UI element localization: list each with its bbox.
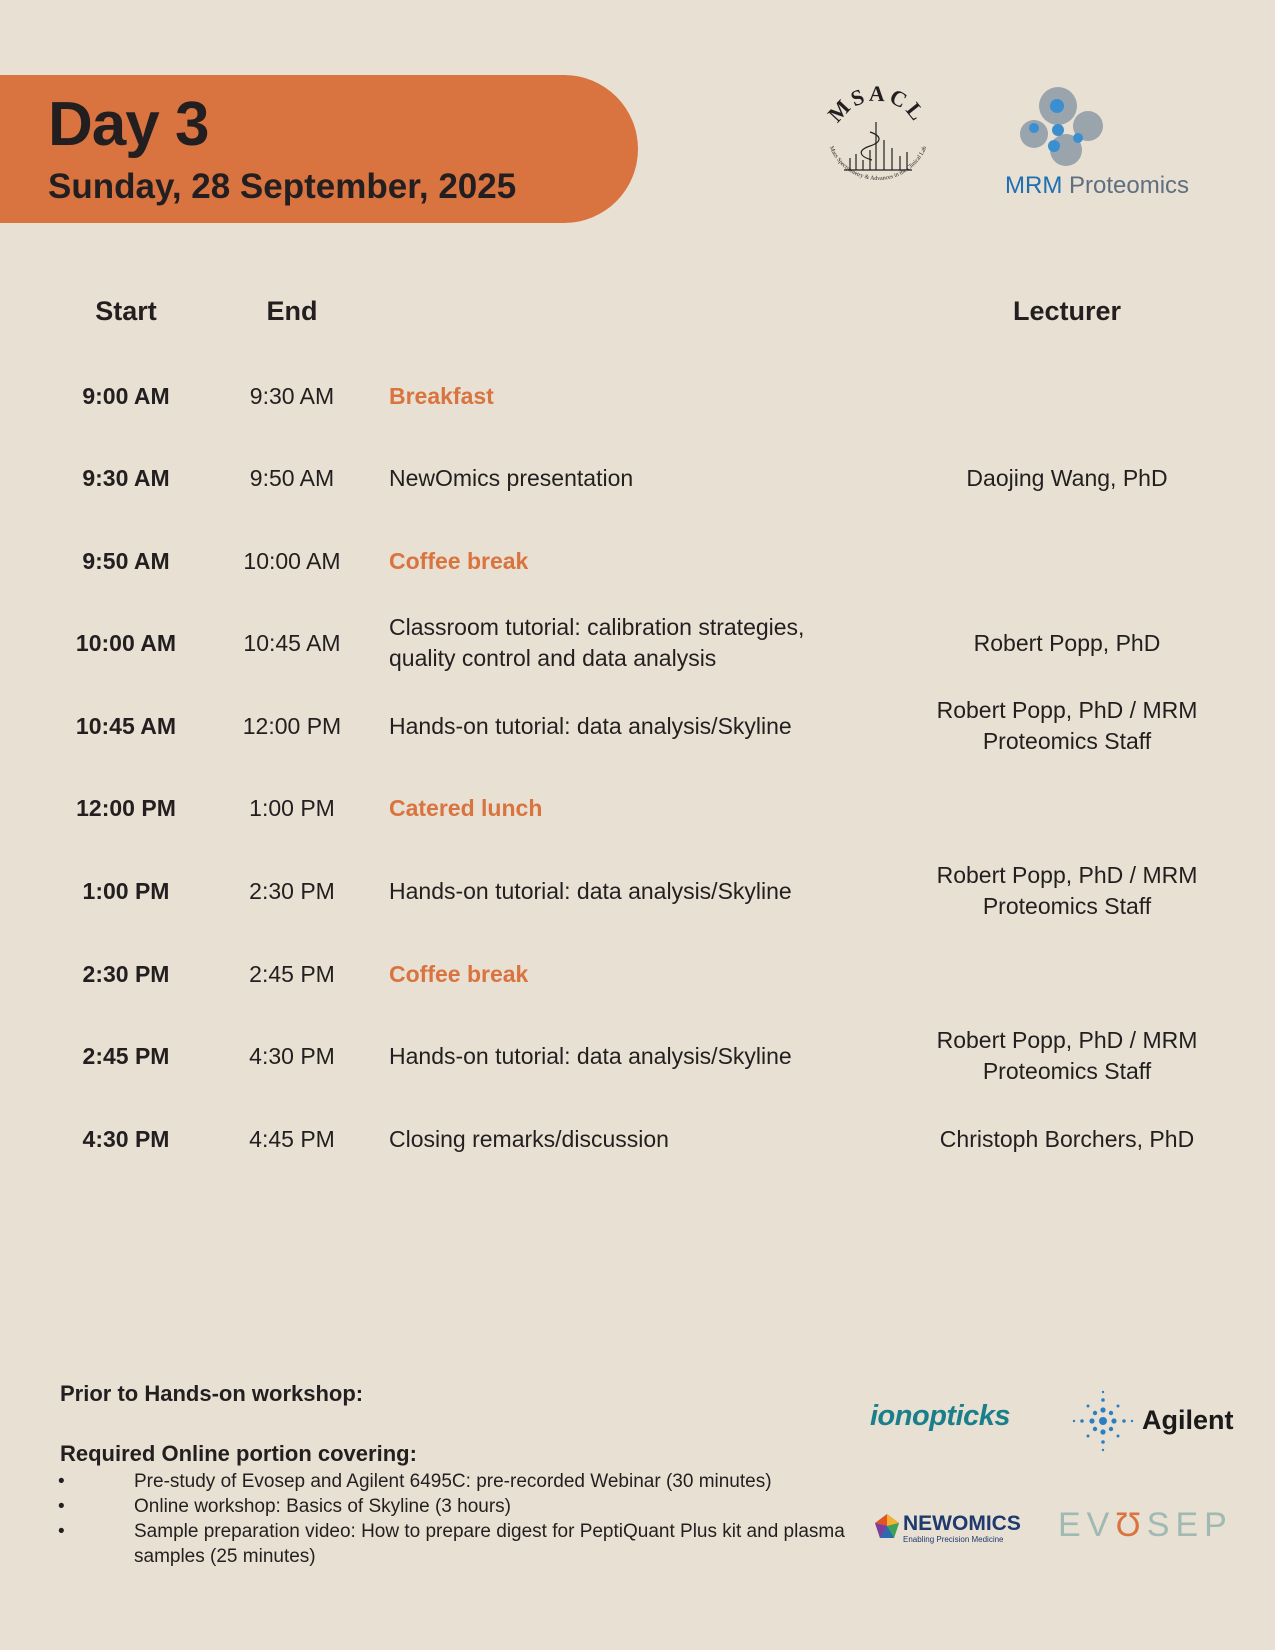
day-date: Sunday, 28 September, 2025 (48, 167, 517, 206)
row-start-time: 10:00 AM (75, 629, 177, 656)
msacl-subtitle: Mass Spectrometry & Advances in the Clinical Lab (827, 145, 929, 183)
msacl-text: MSACL (822, 82, 932, 128)
row-session-title: Hands-on tutorial: data analysis/Skyline (389, 1042, 792, 1069)
required-heading: Required Online portion covering: (60, 1441, 417, 1466)
header-lecturer: Lecturer (1012, 296, 1122, 326)
row-end-time: 9:50 AM (249, 464, 335, 491)
row-start-time: 10:45 AM (75, 712, 177, 739)
header-end: End (266, 296, 318, 326)
row-end-time: 10:00 AM (243, 547, 341, 574)
schedule-row (0, 856, 1275, 926)
agilent-spark-icon (1072, 1390, 1134, 1452)
schedule-row (0, 939, 1275, 1009)
mrm-proteomics-wordmark (1005, 172, 1189, 200)
row-end-time: 2:30 PM (249, 877, 335, 904)
evosep-wordmark-part1: EV (1058, 1506, 1116, 1544)
row-lecturer (906, 526, 1228, 596)
newomics-tagline: Enabling Precision Medicine (903, 1535, 1004, 1544)
row-end-time: 4:45 PM (249, 1125, 335, 1152)
list-item-text: Sample preparation video: How to prepare digest for PeptiQuant Plus kit and plasma samples (25 minutes) (134, 1521, 845, 1567)
row-start-time: 1:00 PM (82, 877, 170, 904)
row-end-time: 12:00 PM (242, 712, 342, 739)
row-session-title: Hands-on tutorial: data analysis/Skyline (389, 877, 792, 904)
schedule-row (0, 443, 1275, 513)
newomics-pentagon-icon (873, 1512, 901, 1540)
evosep-o-icon: Ʊ (1115, 1506, 1147, 1544)
header-start: Start (95, 296, 157, 326)
list-item (58, 1494, 858, 1519)
row-session-title: Hands-on tutorial: data analysis/Skyline (389, 712, 792, 739)
row-start-time: 9:00 AM (82, 382, 170, 409)
agilent-logo: Agilent (1142, 1405, 1234, 1435)
list-item (58, 1519, 858, 1569)
bullet-icon: • (58, 1496, 65, 1517)
row-session-title: NewOmics presentation (389, 464, 634, 491)
row-lecturer (906, 361, 1228, 431)
row-lecturer: Robert Popp, PhD / MRM Proteomics Staff (936, 697, 1198, 754)
row-lecturer (906, 939, 1228, 1009)
list-item-text: Online workshop: Basics of Skyline (3 hours) (134, 1496, 511, 1517)
schedule-row (0, 773, 1275, 843)
row-end-time: 10:45 AM (243, 629, 341, 656)
mrm-wordmark-part1: MRM (1005, 172, 1063, 199)
row-session-title: Coffee break (389, 547, 529, 574)
row-session-title: Catered lunch (389, 794, 543, 821)
row-end-time: 1:00 PM (249, 794, 335, 821)
ionopticks-logo: ionopticks (870, 1400, 1011, 1432)
row-start-time: 2:45 PM (82, 1042, 170, 1069)
newomics-logo: NEWOMICS (903, 1512, 1021, 1535)
schedule-row (0, 526, 1275, 596)
list-item (58, 1469, 858, 1494)
row-start-time: 9:30 AM (82, 464, 170, 491)
bullet-icon: • (58, 1521, 65, 1542)
evosep-wordmark-part2: SEP (1146, 1506, 1233, 1544)
row-lecturer: Robert Popp, PhD (973, 629, 1161, 656)
row-start-time: 9:50 AM (82, 547, 170, 574)
row-end-time: 4:30 PM (249, 1042, 335, 1069)
schedule-row (0, 361, 1275, 431)
evosep-logo (1058, 1506, 1233, 1545)
day-banner (0, 75, 638, 223)
row-session-title: Closing remarks/discussion (389, 1125, 669, 1152)
row-lecturer (906, 773, 1228, 843)
svg-text:MSACL (823, 82, 932, 127)
row-session-title: Classroom tutorial: calibration strategies, quality control and data analysis (389, 614, 805, 671)
row-end-time: 9:30 AM (249, 382, 335, 409)
schedule-row (0, 608, 1275, 678)
prior-heading: Prior to Hands-on workshop: (60, 1381, 364, 1406)
row-lecturer: Christoph Borchers, PhD (939, 1125, 1195, 1152)
row-session-title: Breakfast (389, 382, 494, 409)
row-start-time: 2:30 PM (82, 960, 170, 987)
row-start-time: 4:30 PM (82, 1125, 170, 1152)
schedule-row (0, 691, 1275, 761)
mrm-wordmark-part2: Proteomics (1069, 172, 1190, 199)
schedule-row (0, 1104, 1275, 1174)
bullet-icon: • (58, 1471, 65, 1492)
row-session-title: Coffee break (389, 960, 529, 987)
schedule-row (0, 1021, 1275, 1091)
row-lecturer: Robert Popp, PhD / MRM Proteomics Staff (936, 1027, 1198, 1084)
day-title: Day 3 (48, 90, 209, 159)
row-lecturer: Robert Popp, PhD / MRM Proteomics Staff (936, 862, 1198, 919)
row-end-time: 2:45 PM (249, 960, 335, 987)
list-item-text: Pre-study of Evosep and Agilent 6495C: pre-recorded Webinar (30 minutes) (134, 1471, 772, 1492)
msacl-logo (812, 82, 942, 208)
svg-text:Mass Spectrometry & Advances i (828, 145, 928, 182)
requirements-list (58, 1469, 858, 1569)
row-start-time: 12:00 PM (76, 794, 176, 821)
row-lecturer: Daojing Wang, PhD (966, 464, 1168, 491)
